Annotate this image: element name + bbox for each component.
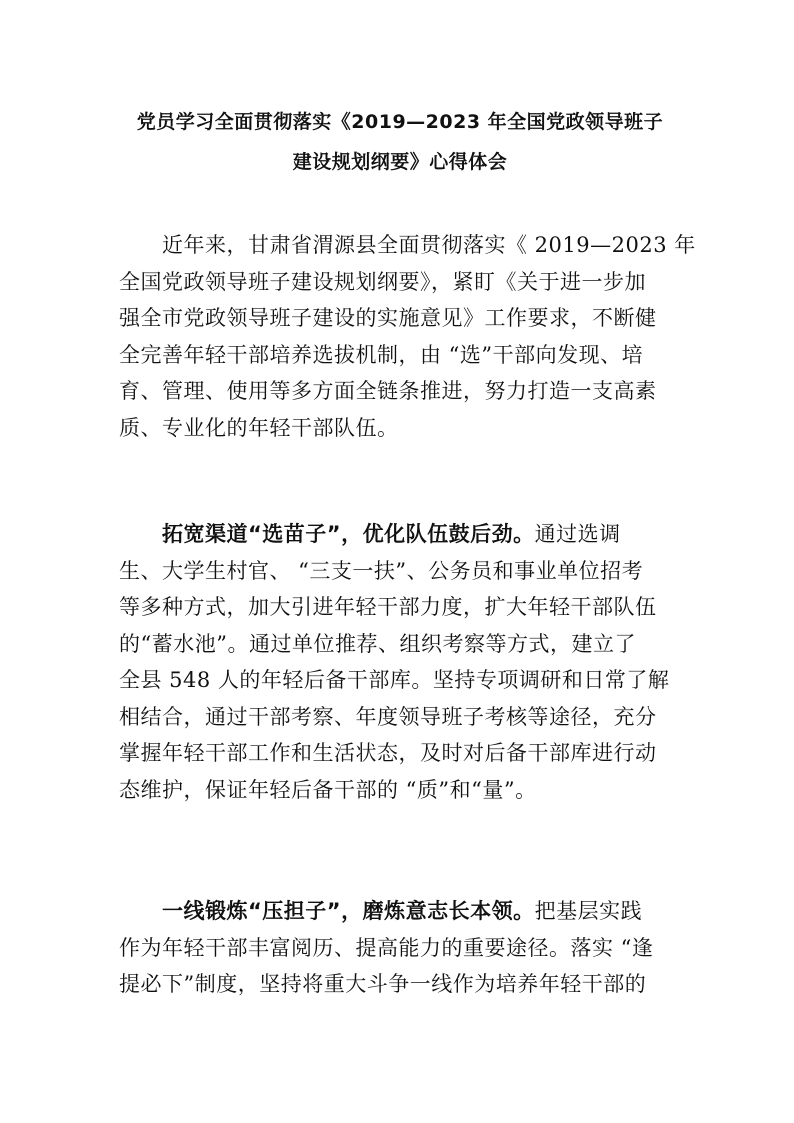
paragraph-line: 的“蓄水池”。通过单位推荐、组织考察等方式，建立了 <box>119 631 636 656</box>
paragraph-intro <box>119 227 696 446</box>
paragraph-line: 作为年轻干部丰富阅历、提高能力的重要途径。落实 “逢 <box>119 935 654 960</box>
paragraph-line: 态维护，保证年轻后备干部的 “质”和“量”。 <box>119 777 537 802</box>
paragraph-first-line <box>119 893 679 930</box>
document-title <box>100 102 700 182</box>
paragraph-line: 生、大学生村官、 “三支一扶”、公务员和事业单位招考 <box>119 558 644 583</box>
paragraph-heading: 一线锻炼“压担子”，磨炼意志长本领。 <box>162 899 535 923</box>
paragraph-line: 全国党政领导班子建设规划纲要》，紧盯《关于进一步加 <box>119 269 646 294</box>
paragraph-line: 提必下”制度，坚持将重大斗争一线作为培养年轻干部的 <box>119 972 647 996</box>
paragraph-recruitment <box>119 516 679 808</box>
paragraph-line: 近年来，甘肃省渭源县全面贯彻落实《 2019—2023 年 <box>162 233 696 257</box>
title-line-1: 党员学习全面贯彻落实《2019—2023 年全国党政领导班子 <box>136 111 664 133</box>
paragraph-heading: 拓宽渠道“选苗子”，优化队伍鼓后劲。 <box>162 522 535 546</box>
paragraph-frontline <box>119 893 679 1003</box>
paragraph-line: 育、管理、使用等多方面全链条推进，努力打造一支高素 <box>119 379 657 403</box>
paragraph-line: 强全市党政领导班子建设的实施意见》工作要求，不断健 <box>119 306 657 330</box>
paragraph-text: 通过选调 <box>534 522 621 546</box>
paragraph-first-line <box>119 516 679 553</box>
paragraph-line: 全县 548 人的年轻后备干部库。坚持专项调研和日常了解 <box>119 668 670 692</box>
paragraph-line: 等多种方式，加大引进年轻干部力度，扩大年轻干部队伍 <box>119 595 657 619</box>
title-line-2: 建设规划纲要》心得体会 <box>292 151 508 173</box>
paragraph-line: 掌握年轻干部工作和生活状态，及时对后备干部库进行动 <box>119 741 657 765</box>
paragraph-line: 质、专业化的年轻干部队伍。 <box>119 415 399 440</box>
paragraph-text: 把基层实践 <box>534 899 643 923</box>
paragraph-line: 相结合，通过干部考察、年度领导班子考核等途径，充分 <box>119 704 657 729</box>
paragraph-line: 全完善年轻干部培养选拔机制，由 “选”干部向发现、培 <box>119 342 644 367</box>
